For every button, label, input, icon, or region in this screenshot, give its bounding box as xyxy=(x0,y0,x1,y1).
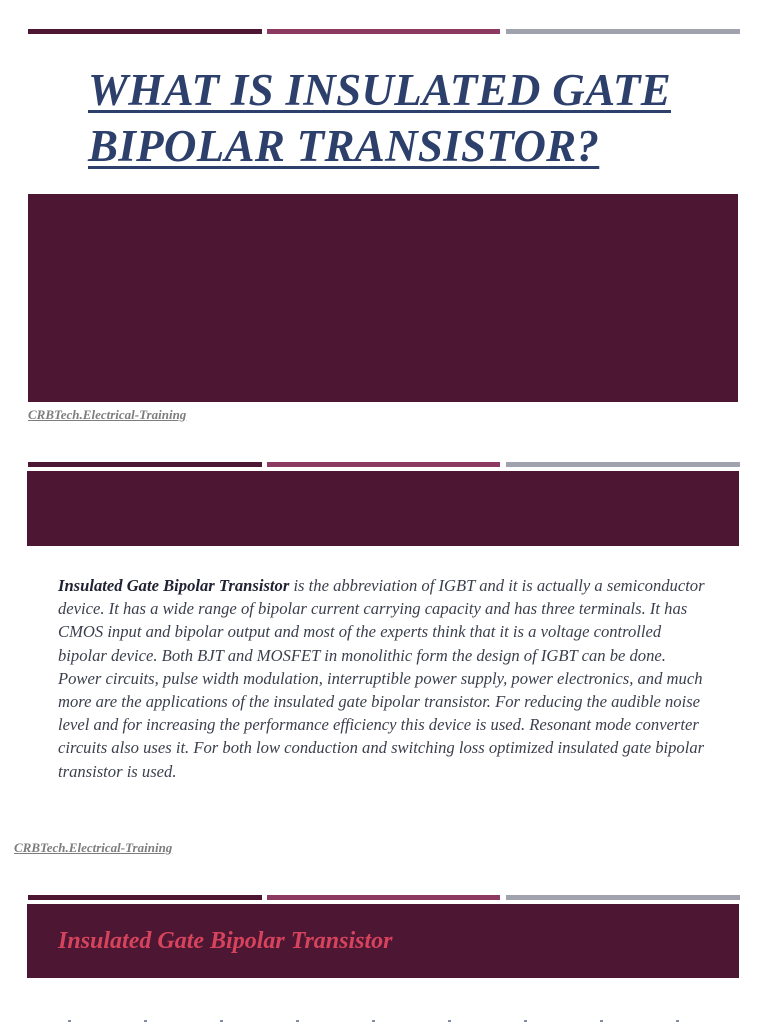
divider-rule-plum xyxy=(267,462,500,467)
page-title: WHAT IS INSULATED GATE BIPOLAR TRANSISTOR? xyxy=(88,65,672,171)
section-heading: Insulated Gate Bipolar Transistor xyxy=(58,928,393,954)
paragraph-text: is the abbreviation of IGBT and it is actually a semiconductor device. It has a wide range of bipolar current carrying capacity and has three terminals. It has CMOS input and bipolar output and most of the experts think that it is a voltage controlled bipolar device. Both BJT and MOSFET in monolithic form the design of IGBT can be done. Power circuits, pulse width modulation, interruptible power supply, power electronics, and much more are the applications of the insulated gate bipolar transistor. For reducing the audible noise level and for increasing the performance efficiency this device is used. Resonant mode converter circuits also uses it. For both low conduction and switching loss optimized insulated gate bipolar transistor is used. xyxy=(58,576,705,781)
text-fragment xyxy=(524,1020,527,1022)
text-fragment xyxy=(68,1020,71,1022)
divider-rule-gray xyxy=(506,462,740,467)
divider-rules xyxy=(28,29,740,34)
text-fragment xyxy=(448,1020,451,1022)
text-fragment xyxy=(600,1020,603,1022)
divider-rule-gray xyxy=(506,29,740,34)
text-fragment xyxy=(220,1020,223,1022)
divider-rules xyxy=(28,895,740,900)
paragraph-lead: Insulated Gate Bipolar Transistor xyxy=(58,576,290,595)
text-fragment xyxy=(676,1020,679,1022)
text-fragment xyxy=(372,1020,375,1022)
divider-rule-gray xyxy=(506,895,740,900)
divider-rule-plum xyxy=(267,895,500,900)
divider-rule-dark xyxy=(28,29,262,34)
title-banner xyxy=(28,194,738,402)
credit-link[interactable]: CRBTech.Electrical-Training xyxy=(28,407,187,422)
divider-rule-dark xyxy=(28,895,262,900)
cut-off-text-line xyxy=(60,1018,720,1024)
divider-rules xyxy=(28,462,740,467)
text-fragment xyxy=(296,1020,299,1022)
divider-rule-plum xyxy=(267,29,500,34)
text-fragment xyxy=(144,1020,147,1022)
divider-rule-dark xyxy=(28,462,262,467)
body-paragraph xyxy=(58,574,710,783)
credit-link[interactable]: CRBTech.Electrical-Training xyxy=(14,840,173,855)
section-banner xyxy=(27,471,739,546)
